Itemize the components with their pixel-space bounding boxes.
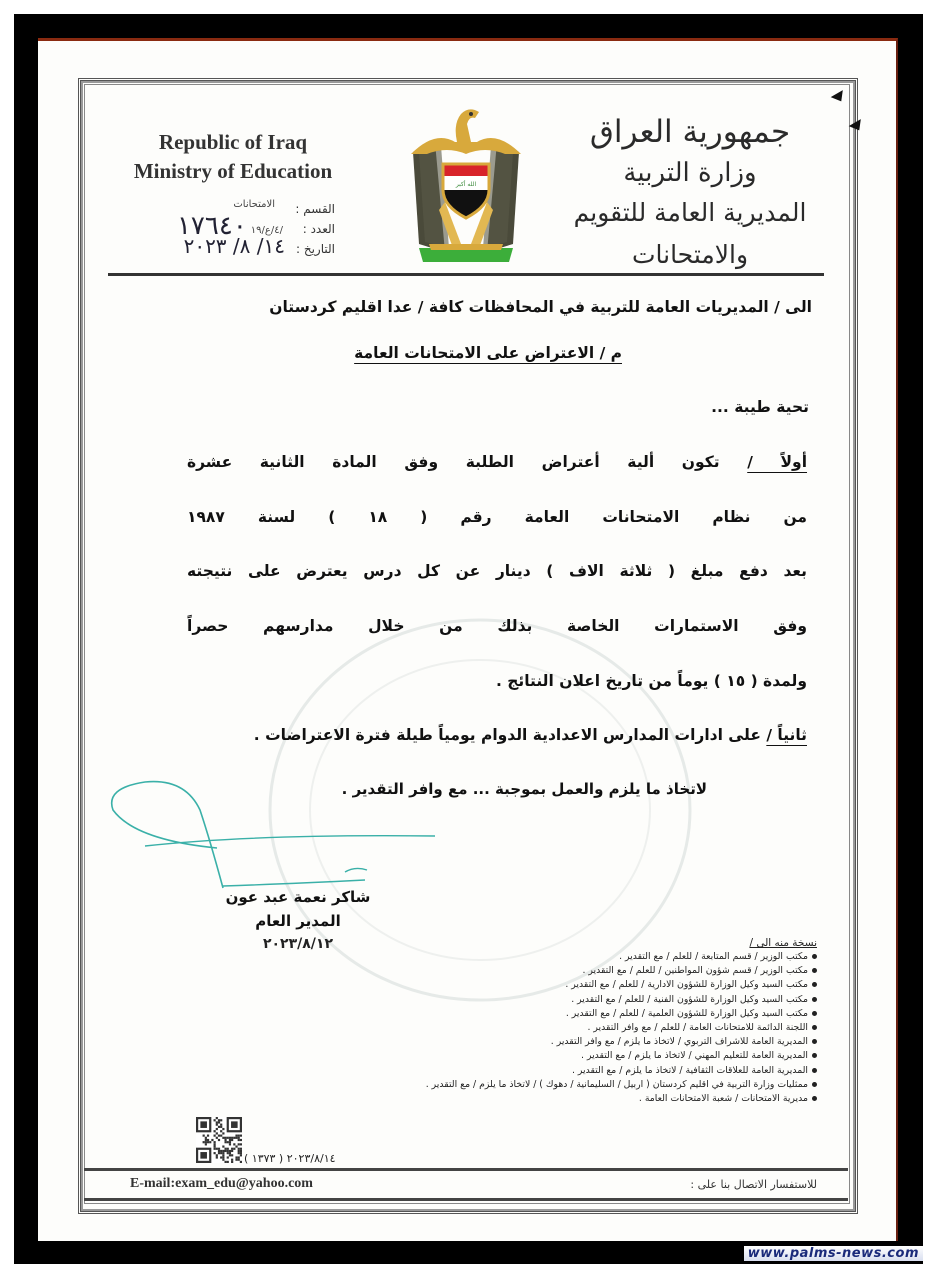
qr-module xyxy=(222,1145,224,1147)
meta-number xyxy=(110,211,335,241)
qr-module xyxy=(205,1141,207,1143)
qr-module xyxy=(231,1154,233,1156)
footer-divider-bottom xyxy=(84,1198,848,1201)
signatory-title: المدير العام xyxy=(255,912,341,930)
qr-module xyxy=(200,1152,207,1159)
qr-module xyxy=(222,1156,224,1158)
signatory-name: شاكر نعمة عبد عون xyxy=(225,888,371,906)
department-label: القسم : xyxy=(295,202,335,216)
qr-module xyxy=(216,1121,218,1123)
qr-module xyxy=(238,1148,240,1150)
qr-module xyxy=(216,1128,218,1130)
news-site-watermark: www.palms-news.com xyxy=(744,1246,923,1261)
qr-module xyxy=(240,1150,242,1152)
qr-module xyxy=(220,1119,222,1121)
qr-module xyxy=(214,1135,216,1137)
meta-date xyxy=(110,236,335,256)
bullet-icon xyxy=(812,1025,817,1030)
bullet-icon xyxy=(812,1096,817,1101)
qr-module xyxy=(222,1150,224,1152)
first-clause-line-4: وفق الاستمارات الخاصة بذلك من خلال مدارسهم حصراً xyxy=(187,617,807,635)
qr-module xyxy=(218,1152,220,1154)
qr-module xyxy=(229,1139,231,1141)
copy-to-item: مديرية الامتحانات / شعبة الامتحانات العامة . xyxy=(257,1092,817,1106)
qr-module xyxy=(218,1150,220,1152)
qr-module xyxy=(220,1130,222,1132)
qr-module xyxy=(240,1135,242,1137)
qr-module xyxy=(231,1121,238,1128)
qr-module xyxy=(227,1150,229,1152)
copy-to-item: اللجنة الدائمة للامتحانات العامة / للعلم / مع وافر التقدير . xyxy=(257,1021,817,1035)
qr-module xyxy=(231,1137,233,1139)
qr-module xyxy=(231,1150,233,1152)
qr-module xyxy=(207,1141,209,1143)
copy-to-item: المديرية العامة للاشراف التربوي / لاتخاذ ما يلزم / مع وافر التقدير . xyxy=(257,1035,817,1049)
qr-module xyxy=(227,1152,229,1154)
qr-module xyxy=(214,1148,216,1150)
qr-module xyxy=(229,1143,231,1145)
qr-module xyxy=(214,1152,216,1154)
qr-module xyxy=(229,1137,231,1139)
republic-title-en: Republic of Iraq xyxy=(158,130,308,154)
qr-module xyxy=(207,1135,209,1137)
contact-email[interactable]: E-mail:exam_edu@yahoo.com xyxy=(130,1176,313,1191)
qr-module xyxy=(207,1139,209,1141)
bullet-icon xyxy=(812,997,817,1002)
qr-module xyxy=(224,1148,226,1150)
qr-module xyxy=(205,1137,207,1139)
qr-module xyxy=(218,1148,220,1150)
qr-module xyxy=(214,1143,216,1145)
copy-to-item: المديرية العامة للعلاقات الثقافية / لاتخاذ ما يلزم / مع التقدير . xyxy=(257,1064,817,1078)
qr-module xyxy=(240,1143,242,1145)
ministry-title-en: Ministry of Education xyxy=(133,159,333,183)
copy-to-item: المديرية العامة للتعليم المهني / لاتخاذ ما يلزم / مع التقدير . xyxy=(257,1049,817,1063)
qr-module xyxy=(231,1161,233,1163)
qr-module xyxy=(235,1137,237,1139)
copy-to-item: مكتب الوزير / قسم شؤون المواطنين / للعلم / مع التقدير . xyxy=(257,964,817,978)
subject-line: م / الاعتراض على الامتحانات العامة xyxy=(354,344,622,362)
qr-module xyxy=(203,1141,205,1143)
qr-module xyxy=(216,1137,218,1139)
qr-module xyxy=(235,1145,237,1147)
qr-module xyxy=(238,1156,240,1158)
qr-module xyxy=(224,1150,226,1152)
qr-module xyxy=(220,1156,222,1158)
second-clause-text: على ادارات المدارس الاعدادية الدوام يومياً طيلة فترة الاعتراضات . xyxy=(253,726,761,744)
reference-number: ٢٠٢٣/٨/١٤ ( ١٣٧٣ ) xyxy=(244,1152,336,1165)
bullet-icon xyxy=(812,982,817,987)
closing-line: لاتخاذ ما يلزم والعمل بموجبة ... مع وافر التقدير . xyxy=(341,780,707,798)
iraq-eagle-emblem-icon xyxy=(405,102,527,268)
bullet-icon xyxy=(812,1011,817,1016)
qr-module xyxy=(240,1161,242,1163)
directorate-title-ar: المديرية العامة للتقويم والامتحانات xyxy=(573,198,807,269)
qr-module xyxy=(238,1159,240,1161)
qr-module xyxy=(218,1126,220,1128)
number-value: ١٧٦٤٠ xyxy=(176,211,247,241)
qr-module xyxy=(224,1141,226,1143)
inquiry-label: للاستفسار الاتصال بنا على : xyxy=(690,1178,817,1191)
bullet-icon xyxy=(812,1068,817,1073)
copy-to-title: نسخة منه الى / xyxy=(749,937,817,949)
number-code: /٤/ع/١٩ xyxy=(250,225,283,236)
copy-to-item: مكتب الوزير / قسم المتابعة / للعلم / مع التقدير . xyxy=(257,950,817,964)
qr-module xyxy=(231,1159,233,1161)
qr-module xyxy=(222,1159,224,1161)
qr-module xyxy=(214,1141,216,1143)
qr-module xyxy=(220,1135,222,1137)
qr-module xyxy=(240,1154,242,1156)
footer-divider-top xyxy=(84,1168,848,1171)
qr-module xyxy=(216,1117,218,1119)
department-value: الامتحانات xyxy=(233,199,275,210)
first-clause-text: تكون ألية أعتراض الطلبة وفق المادة الثانية عشرة xyxy=(187,453,720,471)
qr-module xyxy=(238,1135,240,1137)
qr-module xyxy=(214,1130,216,1132)
qr-module xyxy=(229,1154,231,1156)
qr-module xyxy=(235,1135,237,1137)
qr-module xyxy=(203,1135,205,1137)
qr-module xyxy=(238,1143,240,1145)
qr-module xyxy=(231,1148,233,1150)
qr-module xyxy=(218,1119,220,1121)
qr-module xyxy=(220,1126,222,1128)
bullet-icon xyxy=(812,1053,817,1058)
handwritten-signature-icon xyxy=(105,780,445,890)
greeting-line: تحية طيبة ... xyxy=(711,398,809,416)
ministry-title-ar: وزارة التربية xyxy=(623,158,757,188)
qr-module xyxy=(233,1137,235,1139)
qr-module xyxy=(235,1156,237,1158)
copy-to-list xyxy=(257,937,817,1106)
first-clause-line-5: ولمدة ( ١٥ ) يوماً من تاريخ اعلان النتائج . xyxy=(495,672,807,690)
qr-module xyxy=(200,1121,207,1128)
first-clause-line-3: بعد دفع مبلغ ( ثلاثة الاف ) دينار عن كل درس يعترض على نتيجته xyxy=(187,562,807,580)
qr-module xyxy=(227,1156,229,1158)
qr-module xyxy=(222,1128,224,1130)
qr-module xyxy=(224,1161,226,1163)
qr-module xyxy=(227,1161,229,1163)
qr-module xyxy=(205,1139,207,1141)
copy-to-item: مكتب السيد وكيل الوزارة للشؤون العلمية / للعلم / مع التقدير . xyxy=(257,1007,817,1021)
header-divider xyxy=(108,273,824,276)
qr-module xyxy=(218,1121,220,1123)
qr-module xyxy=(220,1124,222,1126)
signature-date: ٢٠٢٣/٨/١٢ xyxy=(262,936,334,952)
qr-module xyxy=(233,1143,235,1145)
bullet-icon xyxy=(812,954,817,959)
qr-module xyxy=(209,1141,211,1143)
bullet-icon xyxy=(812,968,817,973)
qr-module xyxy=(222,1152,224,1154)
date-label: التاريخ : xyxy=(295,242,335,256)
recipient-line: الى / المديريات العامة للتربية في المحافظات كافة / عدا اقليم كردستان xyxy=(269,298,812,316)
copy-to-item: ممثليات وزارة التربية في اقليم كردستان ( اربيل / السليمانية / دهوك ) / لاتخاذ ما يلزم / مع التقدير . xyxy=(257,1078,817,1092)
second-clause xyxy=(187,726,807,744)
qr-module xyxy=(216,1154,218,1156)
qr-module xyxy=(218,1139,220,1141)
number-label: العدد : xyxy=(302,222,335,236)
qr-module xyxy=(216,1156,218,1158)
qr-module xyxy=(224,1139,226,1141)
first-clause-line-1 xyxy=(187,453,807,471)
qr-module xyxy=(240,1152,242,1154)
qr-module xyxy=(229,1150,231,1152)
qr-module xyxy=(220,1152,222,1154)
qr-module xyxy=(222,1154,224,1156)
copy-to-item: مكتب السيد وكيل الوزارة للشؤون الادارية / للعلم / مع التقدير . xyxy=(257,978,817,992)
qr-module xyxy=(222,1132,224,1134)
republic-title-ar: جمهورية العراق xyxy=(589,114,791,150)
second-clause-label: ثانياً / xyxy=(766,726,807,744)
qr-module xyxy=(238,1139,240,1141)
qr-module xyxy=(224,1137,226,1139)
first-clause-label: أولاً / xyxy=(747,453,808,471)
bullet-icon xyxy=(812,1082,817,1087)
qr-code-icon[interactable] xyxy=(196,1117,242,1163)
qr-module xyxy=(229,1152,231,1154)
qr-module xyxy=(238,1152,240,1154)
qr-module xyxy=(216,1124,218,1126)
qr-module xyxy=(220,1150,222,1152)
qr-module xyxy=(235,1159,237,1161)
date-value: ١٤/ ٨/ ٢٠٢٣ xyxy=(183,234,285,258)
qr-module xyxy=(222,1137,224,1139)
qr-module xyxy=(211,1139,213,1141)
copy-to-item: مكتب السيد وكيل الوزارة للشؤون الفنية / للعلم / مع التقدير . xyxy=(257,993,817,1007)
qr-module xyxy=(233,1148,235,1150)
qr-module xyxy=(214,1145,216,1147)
qr-module xyxy=(238,1137,240,1139)
qr-module xyxy=(240,1148,242,1150)
qr-module xyxy=(240,1139,242,1141)
qr-module xyxy=(205,1143,207,1145)
english-header xyxy=(108,130,358,184)
qr-module xyxy=(229,1141,231,1143)
first-clause-line-2: من نظام الامتحانات العامة رقم ( ١٨ ) لسنة ١٩٨٧ xyxy=(187,508,807,526)
qr-module xyxy=(238,1150,240,1152)
qr-module xyxy=(216,1148,218,1150)
svg-text:الله أكبر: الله أكبر xyxy=(455,181,477,188)
bullet-icon xyxy=(812,1039,817,1044)
qr-module xyxy=(227,1148,229,1150)
qr-module xyxy=(227,1137,229,1139)
qr-module xyxy=(214,1119,216,1121)
document-meta xyxy=(110,196,335,256)
qr-module xyxy=(227,1141,229,1143)
qr-module xyxy=(218,1135,220,1137)
arabic-header xyxy=(545,110,835,276)
qr-module xyxy=(231,1139,233,1141)
qr-module xyxy=(216,1132,218,1134)
